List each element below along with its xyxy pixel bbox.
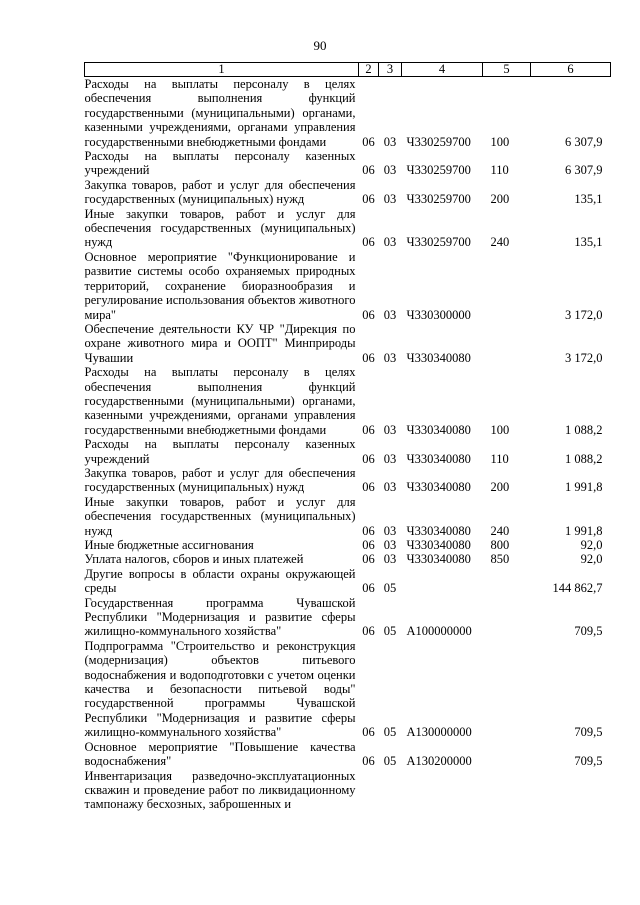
row-expense-type-code	[483, 740, 531, 769]
table-row	[85, 495, 611, 538]
row-amount: 135,1	[574, 235, 603, 250]
row-amount: 6 307,9	[565, 134, 603, 149]
row-subsection-code: 03	[383, 350, 397, 365]
row-section-code: 06	[362, 192, 375, 207]
table-row	[85, 596, 611, 639]
row-expense-type-code	[483, 769, 531, 812]
row-subsection-code: 03	[383, 552, 397, 567]
table-row	[85, 250, 611, 322]
row-amount: 3 172,0	[565, 307, 603, 322]
row-subsection-code: 05	[383, 754, 397, 769]
row-target-article-code: Ч330340080	[406, 422, 471, 437]
header-col-1: 1	[85, 63, 359, 77]
row-amount: 709,5	[574, 725, 603, 740]
table-row	[85, 365, 611, 437]
row-name: Основное мероприятие "Повышение качества водоснабжения"	[84, 739, 356, 769]
row-subsection-code: 03	[383, 480, 397, 495]
row-target-article-code: Ч330259700	[406, 134, 471, 149]
row-name: Расходы на выплаты персоналу в целях обеспечения выполнения функций государственными (муниципальными) органами, казенными учреждениями, органами управления государственными внебюджетными фондами	[84, 77, 356, 149]
header-col-5: 5	[483, 63, 531, 77]
row-amount: 709,5	[574, 624, 603, 639]
budget-table	[84, 62, 611, 812]
row-expense-type-code: 100	[490, 422, 510, 437]
row-expense-type-code: 110	[490, 451, 509, 466]
header-col-6: 6	[531, 63, 611, 77]
row-section-code: 06	[362, 350, 375, 365]
row-section-code: 06	[362, 754, 375, 769]
row-expense-type-code: 200	[490, 192, 510, 207]
row-section-code: 06	[362, 235, 375, 250]
row-name: Закупка товаров, работ и услуг для обеспечения государственных (муниципальных) нужд	[84, 177, 356, 207]
row-subsection-code: 05	[383, 624, 397, 639]
header-col-3: 3	[379, 63, 402, 77]
row-amount: 144 862,7	[552, 581, 603, 596]
row-subsection-code: 03	[383, 422, 397, 437]
row-target-article-code: Ч330340080	[406, 350, 471, 365]
row-name: Инвентаризация разведочно-эксплуатационных скважин и проведение работ по ликвидационному тампонажу бесхозных, заброшенных и	[84, 768, 356, 812]
row-target-article-code: A130200000	[406, 754, 472, 769]
table-row	[85, 149, 611, 178]
row-name: Государственная программа Чувашской Республики "Модернизация и развитие сферы жилищно-коммунального хозяйства"	[84, 595, 356, 639]
table-header	[85, 63, 611, 77]
row-target-article-code: Ч330259700	[406, 192, 471, 207]
row-target-article-code: Ч330340080	[406, 451, 471, 466]
row-amount: 1 088,2	[565, 451, 603, 466]
row-target-article-code: Ч330340080	[406, 538, 471, 552]
row-name: Иные бюджетные ассигнования	[84, 538, 254, 552]
row-section-code: 06	[362, 725, 375, 740]
row-target-article-code: A130000000	[406, 725, 472, 740]
row-name: Основное мероприятие "Функционирование и развитие системы особо охраняемых природных территорий, сохранение биоразнообразия и регулирование использования объектов животного мира"	[84, 249, 356, 322]
table-row	[85, 437, 611, 466]
row-amount: 92,0	[580, 538, 603, 552]
row-subsection-code: 03	[383, 163, 397, 178]
row-section-code: 06	[362, 552, 375, 567]
row-expense-type-code	[483, 567, 531, 596]
row-expense-type-code: 200	[490, 480, 510, 495]
row-section-code: 06	[362, 307, 375, 322]
row-name: Иные закупки товаров, работ и услуг для обеспечения государственных (муниципальных) нужд	[84, 206, 356, 250]
row-expense-type-code: 800	[490, 538, 510, 552]
row-subsection-code: 05	[383, 725, 397, 740]
row-target-article-code: Ч330259700	[406, 235, 471, 250]
row-amount: 92,0	[580, 552, 603, 567]
table-row	[85, 639, 611, 740]
row-target-article-code: Ч330340080	[406, 523, 471, 538]
row-name: Расходы на выплаты персоналу в целях обеспечения выполнения функций государственными (муниципальными) органами, казенными учреждениями, органами управления государственными внебюджетными фондами	[84, 365, 356, 437]
row-amount: 135,1	[574, 192, 603, 207]
row-target-article-code: A100000000	[406, 624, 472, 639]
row-name: Уплата налогов, сборов и иных платежей	[84, 552, 304, 567]
table-row	[85, 538, 611, 552]
row-name: Подпрограмма "Строительство и реконструкция (модернизация) объектов питьевого водоснабжения и водоподготовки с учетом оценки качества и безопасности питьевой воды" государственной программы Чувашской Республики "Модернизация и развитие сферы жилищно-коммунального хозяйства"	[84, 638, 356, 740]
row-amount: 1 991,8	[565, 523, 603, 538]
row-expense-type-code	[483, 322, 531, 365]
row-section-code: 06	[362, 134, 375, 149]
table-row	[85, 178, 611, 207]
table-row	[85, 466, 611, 495]
row-target-article-code: Ч330300000	[406, 307, 471, 322]
table-row	[85, 207, 611, 250]
row-target-article-code	[402, 769, 483, 812]
table-row	[85, 740, 611, 769]
row-expense-type-code	[483, 250, 531, 322]
row-subsection-code: 03	[383, 134, 397, 149]
row-subsection-code: 03	[383, 523, 397, 538]
page-number: 90	[313, 38, 327, 53]
row-amount: 6 307,9	[565, 163, 603, 178]
row-name: Закупка товаров, работ и услуг для обеспечения государственных (муниципальных) нужд	[84, 465, 356, 495]
row-subsection-code: 03	[383, 451, 397, 466]
row-section-code: 06	[362, 523, 375, 538]
header-col-4: 4	[402, 63, 483, 77]
row-subsection-code: 03	[383, 235, 397, 250]
row-expense-type-code: 850	[490, 552, 510, 567]
row-expense-type-code: 240	[490, 523, 510, 538]
row-amount: 3 172,0	[565, 350, 603, 365]
row-target-article-code: Ч330340080	[406, 552, 471, 567]
row-expense-type-code	[483, 639, 531, 740]
row-expense-type-code: 240	[490, 235, 510, 250]
row-expense-type-code: 100	[490, 134, 510, 149]
row-amount: 1 991,8	[565, 480, 603, 495]
row-section-code: 06	[362, 422, 375, 437]
row-section-code: 06	[362, 451, 375, 466]
row-subsection-code	[379, 769, 402, 812]
row-subsection-code: 05	[383, 581, 397, 596]
row-amount	[531, 769, 611, 812]
row-section-code	[359, 769, 379, 812]
row-expense-type-code	[483, 596, 531, 639]
row-subsection-code: 03	[383, 307, 397, 322]
row-subsection-code: 03	[383, 538, 397, 552]
table-row	[85, 769, 611, 812]
row-name: Другие вопросы в области охраны окружающей среды	[84, 566, 356, 596]
row-target-article-code: Ч330340080	[406, 480, 471, 495]
row-amount: 1 088,2	[565, 422, 603, 437]
row-section-code: 06	[362, 480, 375, 495]
row-name: Обеспечение деятельности КУ ЧР "Дирекция по охране животного мира и ООПТ" Минприроды Чувашии	[84, 321, 356, 365]
row-subsection-code: 03	[383, 192, 397, 207]
row-section-code: 06	[362, 581, 375, 596]
row-target-article-code	[402, 567, 483, 596]
row-section-code: 06	[362, 163, 375, 178]
row-amount: 709,5	[574, 754, 603, 769]
table-body	[85, 77, 611, 812]
row-name: Расходы на выплаты персоналу казенных учреждений	[84, 149, 356, 178]
table-row	[85, 552, 611, 566]
row-section-code: 06	[362, 538, 375, 552]
table-row	[85, 77, 611, 150]
row-target-article-code: Ч330259700	[406, 163, 471, 178]
row-section-code: 06	[362, 624, 375, 639]
table-row	[85, 322, 611, 365]
row-expense-type-code: 110	[490, 163, 509, 178]
row-name: Расходы на выплаты персоналу казенных учреждений	[84, 437, 356, 466]
header-col-2: 2	[359, 63, 379, 77]
row-name: Иные закупки товаров, работ и услуг для обеспечения государственных (муниципальных) нужд	[84, 494, 356, 538]
table-row	[85, 567, 611, 596]
